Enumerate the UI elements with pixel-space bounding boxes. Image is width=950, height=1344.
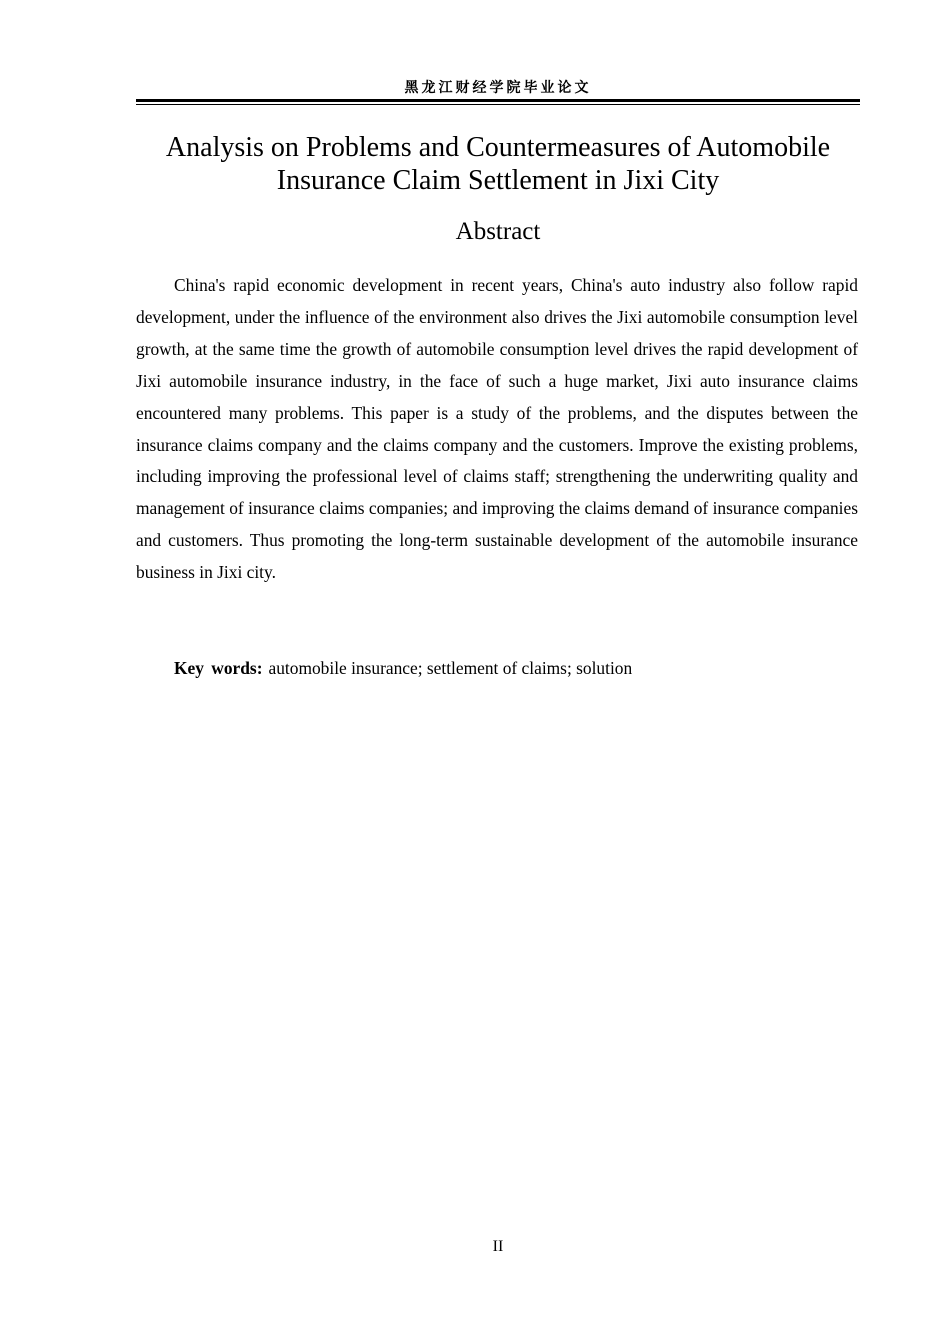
keywords-line xyxy=(174,653,860,684)
abstract-heading: Abstract xyxy=(455,218,541,245)
running-header: 黑龙江财经学院毕业论文 xyxy=(404,80,592,96)
header-rule-thick xyxy=(136,99,860,102)
keywords-label: Key words: xyxy=(174,658,263,678)
abstract-body: China's rapid economic development in recent years, China's auto industry also follow rapid development, under the influence of the environment also drives the Jixi automobile consumption level growth, at the same time the growth of automobile consumption level drives the rapid development of Jixi automobile insurance industry, in the face of such a huge market, Jixi auto insurance claims encountered many problems. This paper is a study of the problems, and the disputes between the insurance claims company and the claims company and the customers. Improve the existing problems, including improving the professional level of claims staff; strengthening the underwriting quality and management of insurance claims companies; and improving the claims demand of insurance companies and customers. Thus promoting the long-term sustainable development of the automobile insurance business in Jixi city. xyxy=(136,275,858,583)
keywords-text: automobile insurance; settlement of claims; solution xyxy=(268,658,633,678)
page-number: II xyxy=(492,1238,504,1255)
header-rule-thin xyxy=(136,104,860,105)
paper-title: Analysis on Problems and Countermeasures of Automobile Insurance Claim Settlement in Jixi City xyxy=(165,132,831,196)
